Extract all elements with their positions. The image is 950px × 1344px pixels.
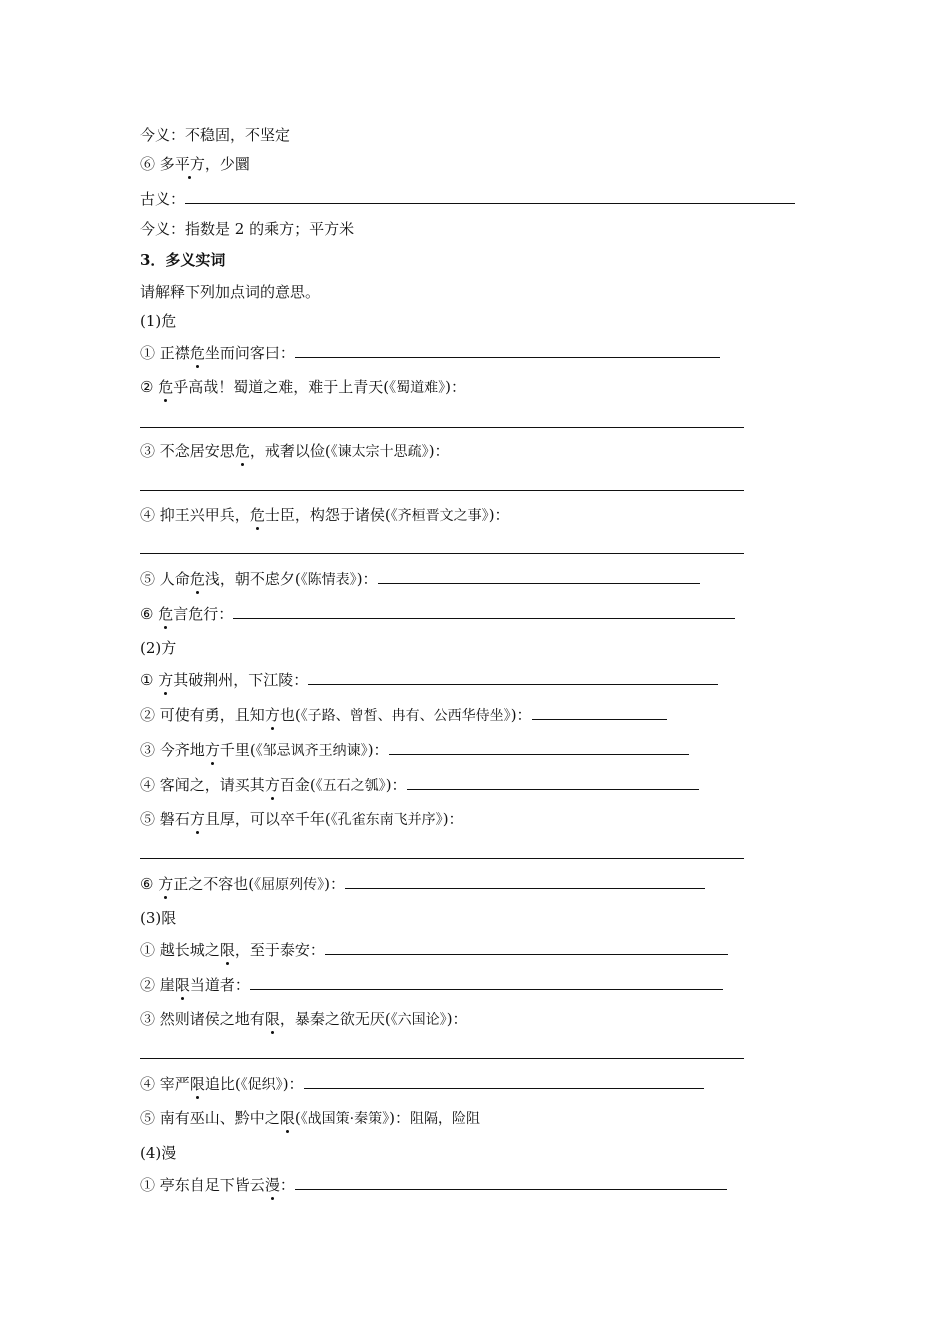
list-item — [140, 1108, 480, 1129]
item-number: ⑥ — [140, 875, 154, 893]
jinyi-text: 今义：不稳固，不坚定 — [140, 126, 291, 144]
list-item — [140, 974, 723, 995]
item-text: 人命 — [159, 570, 190, 588]
item-text: ，暴秦之欲无厌( — [279, 1010, 391, 1028]
item-text: ( — [294, 1109, 301, 1127]
item-text: 其破荆州，下江陵： — [173, 671, 309, 689]
list-item — [140, 1009, 468, 1030]
answer-blank[interactable] — [378, 568, 700, 584]
item-text: 南有巫山、黔中之 — [159, 1109, 280, 1127]
item-text: 正襟 — [159, 344, 190, 362]
answer-line[interactable] — [140, 1058, 744, 1059]
item-number: ④ — [140, 506, 156, 524]
source-title: 《子路、曾皙、冉有、公西华侍坐》 — [300, 708, 511, 724]
jinyi-line-a — [140, 125, 290, 145]
item-text: 也( — [279, 706, 301, 724]
dotted-word: 危 — [158, 605, 174, 623]
item-text: 今齐地 — [159, 741, 205, 759]
item-number: ① — [140, 1176, 156, 1194]
list-item — [140, 603, 735, 624]
given-answer: 阻隔，险阻 — [410, 1111, 480, 1127]
list-item — [140, 377, 466, 398]
item-number: ⑥ — [140, 155, 156, 173]
item-text: )： — [488, 506, 510, 524]
source-title: 《齐桓晋文之事》 — [390, 508, 489, 524]
answer-line[interactable] — [140, 490, 744, 491]
item-number: ① — [140, 941, 156, 959]
item-text: 浅，朝不虑夕( — [204, 570, 301, 588]
item-text: 宰严 — [159, 1075, 190, 1093]
dotted-word: 漫 — [264, 1176, 280, 1194]
item-text: 正之不容也( — [173, 875, 255, 893]
answer-blank[interactable] — [325, 939, 728, 955]
item-text: 抑王兴甲兵， — [159, 506, 250, 524]
dotted-word: 限 — [189, 1075, 205, 1093]
source-title: 《陈情表》 — [300, 572, 357, 588]
item-text: ，至于泰安： — [234, 941, 325, 959]
word-label: (4)漫 — [140, 1144, 177, 1162]
source-title: 《促织》 — [240, 1077, 283, 1093]
dotted-word: 方 — [158, 875, 174, 893]
item-text: 且厚，可以卒千年( — [204, 810, 331, 828]
item-text: 越长城之 — [159, 941, 220, 959]
item-text: )： — [510, 706, 532, 724]
list-item — [140, 704, 667, 726]
item-text: 千里( — [219, 741, 256, 759]
answer-blank[interactable] — [304, 1073, 704, 1089]
guyi-line — [140, 188, 795, 209]
dotted-word: 方 — [264, 706, 280, 724]
answer-blank[interactable] — [185, 188, 795, 204]
word-label: (2)方 — [140, 639, 177, 657]
item-text: 坐而问客曰： — [204, 344, 295, 362]
source-title: 《战国策·秦策》 — [300, 1111, 390, 1127]
dotted-word: 限 — [264, 1010, 280, 1028]
item-number: ① — [140, 671, 154, 689]
answer-blank[interactable] — [308, 669, 718, 685]
dotted-word: 危 — [189, 570, 205, 588]
list-item — [140, 774, 699, 796]
source-title: 《邹忌讽齐王纳谏》 — [255, 743, 368, 759]
item-6-pingfang — [140, 154, 250, 174]
list-item — [140, 739, 689, 761]
dotted-word: 方 — [158, 671, 174, 689]
answer-blank[interactable] — [345, 873, 705, 889]
list-item — [140, 568, 700, 590]
item-text: 言危行： — [173, 605, 234, 623]
item-text: )： — [428, 442, 450, 460]
item-text: ，少圜 — [204, 155, 250, 173]
item-text: ，戒奢以俭( — [249, 442, 331, 460]
list-item — [140, 441, 450, 462]
jinyi-line-b — [140, 219, 354, 239]
answer-blank[interactable] — [295, 342, 720, 358]
item-text: 不念居安思 — [159, 442, 235, 460]
item-text: 追比( — [204, 1075, 241, 1093]
dotted-word: 危 — [189, 344, 205, 362]
item-text: )： — [282, 1075, 304, 1093]
item-number: ⑤ — [140, 1109, 156, 1127]
list-item — [140, 1174, 727, 1195]
item-number: ⑤ — [140, 570, 156, 588]
dotted-word: 限 — [219, 941, 235, 959]
list-item — [140, 342, 720, 363]
word-label: (3)限 — [140, 909, 177, 927]
dotted-word: 方 — [264, 776, 280, 794]
source-title: 《屈原列传》 — [254, 877, 325, 893]
answer-blank[interactable] — [389, 739, 689, 755]
item-text: ： — [279, 1176, 295, 1194]
source-title: 《蜀道难》 — [389, 380, 446, 396]
item-text: 多 — [159, 155, 175, 173]
item-text: )： — [446, 1010, 468, 1028]
dotted-word: 限 — [279, 1109, 295, 1127]
list-item — [140, 505, 510, 526]
dotted-word: 平方 — [174, 155, 205, 173]
item-text: )： — [445, 378, 466, 396]
item-number: ③ — [140, 741, 156, 759]
dotted-word: 方 — [189, 810, 205, 828]
answer-blank[interactable] — [295, 1174, 727, 1190]
item-text: 然则诸侯之地有 — [159, 1010, 265, 1028]
answer-line[interactable] — [140, 427, 744, 428]
item-number: ② — [140, 378, 154, 396]
source-title: 《孔雀东南飞并序》 — [330, 812, 443, 828]
item-number: ③ — [140, 1010, 156, 1028]
item-text: 当道者： — [189, 976, 250, 994]
item-number: ① — [140, 344, 156, 362]
item-text: )： — [367, 741, 389, 759]
answer-blank[interactable] — [233, 603, 735, 619]
item-number: ④ — [140, 1075, 156, 1093]
item-text: 乎高哉！蜀道之难，难于上青天( — [173, 378, 390, 396]
dotted-word: 危 — [249, 506, 265, 524]
item-text: )： — [356, 570, 378, 588]
source-title: 《五石之瓠》 — [315, 778, 386, 794]
list-item — [140, 669, 718, 690]
word-label: (1)危 — [140, 312, 177, 330]
answer-blank[interactable] — [250, 974, 723, 990]
item-text: 百金( — [279, 776, 316, 794]
item-text: 亭东自足下皆云 — [159, 1176, 265, 1194]
list-item — [140, 1073, 704, 1095]
item-number: ④ — [140, 776, 156, 794]
item-text: )： — [385, 776, 407, 794]
item-number: ③ — [140, 442, 156, 460]
dotted-word: 限 — [174, 976, 190, 994]
item-number: ⑥ — [140, 605, 154, 623]
list-item — [140, 809, 464, 830]
source-title: 《谏太宗十思疏》 — [330, 444, 429, 460]
item-text: 客闻之，请买其 — [159, 776, 265, 794]
source-title: 《六国论》 — [390, 1012, 447, 1028]
item-text: 士臣，构怨于诸侯( — [264, 506, 391, 524]
dotted-word: 危 — [234, 442, 250, 460]
answer-blank[interactable] — [407, 774, 699, 790]
instruction: 请解释下列加点词的意思。 — [140, 283, 321, 301]
list-item — [140, 939, 728, 960]
item-number: ⑤ — [140, 810, 156, 828]
list-item — [140, 873, 705, 895]
item-text: )： — [389, 1109, 410, 1127]
item-text: 可使有勇，且知 — [159, 706, 265, 724]
item-text: 磐石 — [159, 810, 190, 828]
item-text: )： — [442, 810, 464, 828]
dotted-word: 方 — [204, 741, 220, 759]
item-number: ② — [140, 706, 156, 724]
dotted-word: 危 — [158, 378, 174, 396]
answer-line[interactable] — [140, 553, 744, 554]
section-title: 3．多义实词 — [140, 251, 226, 269]
item-number: ② — [140, 976, 156, 994]
answer-line[interactable] — [140, 858, 744, 859]
item-text: 崖 — [159, 976, 175, 994]
answer-blank[interactable] — [532, 704, 667, 720]
item-text: )： — [324, 875, 345, 893]
jinyi-text: 今义：指数是 2 的乘方；平方米 — [140, 220, 355, 238]
guyi-label: 古义： — [140, 190, 186, 208]
